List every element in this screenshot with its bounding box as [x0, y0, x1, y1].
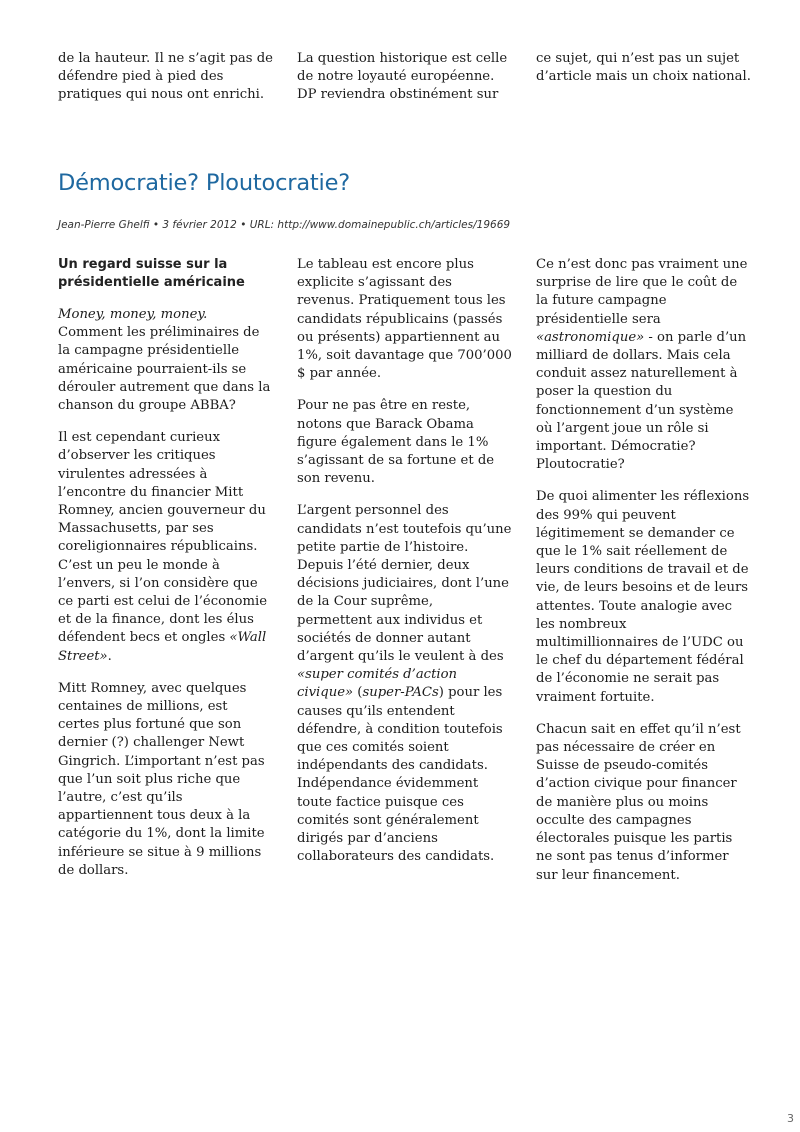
text: Ce n’est donc pas vraiment une surprise de lire que le coût de la future campagne présidentielle sera: [536, 257, 748, 327]
text: L’argent personnel des candidats n’est toutefois qu’une petite partie de l’histoire. Depuis l’été dernier, deux décisions judiciaires, dont l’une de la Cour suprême, permettent aux individus et sociétés de donner autant d’argent qu’ils le veulent à des: [297, 503, 512, 665]
paragraph: La question historique est celle de notre loyauté européenne. DP reviendra obstinément sur: [297, 51, 508, 103]
emphasis: «Wall Street»: [58, 630, 267, 664]
paragraph: [58, 306, 273, 415]
article-col-3: [536, 256, 751, 899]
text: Comment les préliminaires de la campagne présidentielle américaine pourraient-ils se dérouler autrement que dans la chanson du groupe ABBA?: [58, 325, 271, 414]
emphasis: super-PACs: [362, 685, 439, 701]
paragraph: Mitt Romney, avec quelques centaines de millions, est certes plus fortuné que son dernier (?) challenger Newt Gingrich. L’important n’est pas que l’un soit plus riche que l’autre, c’est qu’ils appartiennent tous deux à la catégorie du 1%, dont la limite inférieure se situe à 9 millions de dollars.: [58, 680, 265, 878]
article-col-2: [297, 256, 512, 881]
text: (: [353, 685, 363, 701]
text: ) pour les causes qu’ils entendent défendre, à condition toutefois que ces comités soient indépendants des candidats. Indépendance évidemment toute factice puisque ces comités sont généralement dirigés par d’anciens collaborateurs des candidats.: [297, 685, 503, 865]
paragraph: [58, 429, 273, 666]
prev-article-col-2: [297, 50, 512, 119]
emphasis: «astronomique»: [536, 329, 645, 345]
paragraph: [536, 256, 751, 474]
page-number: 3: [787, 1112, 794, 1125]
article-col-1: [58, 256, 273, 894]
article-title: Démocratie? Ploutocratie?: [58, 170, 350, 196]
text: Il est cependant curieux d’observer les critiques virulentes adressées à l’encontre du financier Mitt Romney, ancien gouverneur du Massachusetts, par ses coreligionnaires républicains. C’est un peu le monde à l’envers, si l’on considère que ce parti est celui de l’économie et de la finance, dont les élus défendent becs et ongles: [58, 430, 268, 646]
paragraph: [297, 502, 512, 866]
paragraph: Le tableau est encore plus explicite s’agissant des revenus. Pratiquement tous les candidats républicains (passés ou présents) appartiennent au 1%, soit davantage que 700’000 $ par année.: [297, 257, 512, 382]
paragraph: de la hauteur. Il ne s’agit pas de défendre pied à pied des pratiques qui nous ont enrichi.: [58, 51, 273, 103]
paragraph: De quoi alimenter les réflexions des 99% qui peuvent légitimement se demander ce que le 1% sait réellement de leurs conditions de travail et de vie, de leurs besoins et de leurs attentes. Toute analogie avec les nombreux multimillionnaires de l’UDC ou le chef du département fédéral de l’économie ne serait pas vraiment fortuite.: [536, 489, 750, 705]
emphasis: Money, money, money.: [58, 307, 208, 322]
article-byline: Jean-Pierre Ghelfi • 3 février 2012 • URL: http://www.domainepublic.ch/articles/19669: [58, 219, 511, 231]
article-subhead: Un regard suisse sur la présidentielle américaine: [58, 257, 245, 290]
paragraph: Pour ne pas être en reste, notons que Barack Obama figure également dans le 1% s’agissant de sa fortune et de son revenu.: [297, 398, 495, 487]
emphasis: «super comités d’action civique»: [297, 667, 458, 701]
paragraph: Chacun sait en effet qu’il n’est pas nécessaire de créer en Suisse de pseudo-comités d’action civique pour financer de manière plus ou moins occulte des campagnes électorales puisque les partis ne sont pas tenus d’informer sur leur financement.: [536, 721, 741, 883]
prev-article-col-1: [58, 50, 273, 119]
prev-article-col-3: [536, 50, 751, 100]
paragraph: ce sujet, qui n’est pas un sujet d’article mais un choix national.: [536, 51, 751, 85]
text: .: [107, 648, 112, 664]
text: - on parle d’un milliard de dollars. Mais cela conduit assez naturellement à poser la question du fonctionnement d’un système où l’argent joue un rôle si important. Démocratie? Ploutocratie?: [536, 329, 747, 473]
